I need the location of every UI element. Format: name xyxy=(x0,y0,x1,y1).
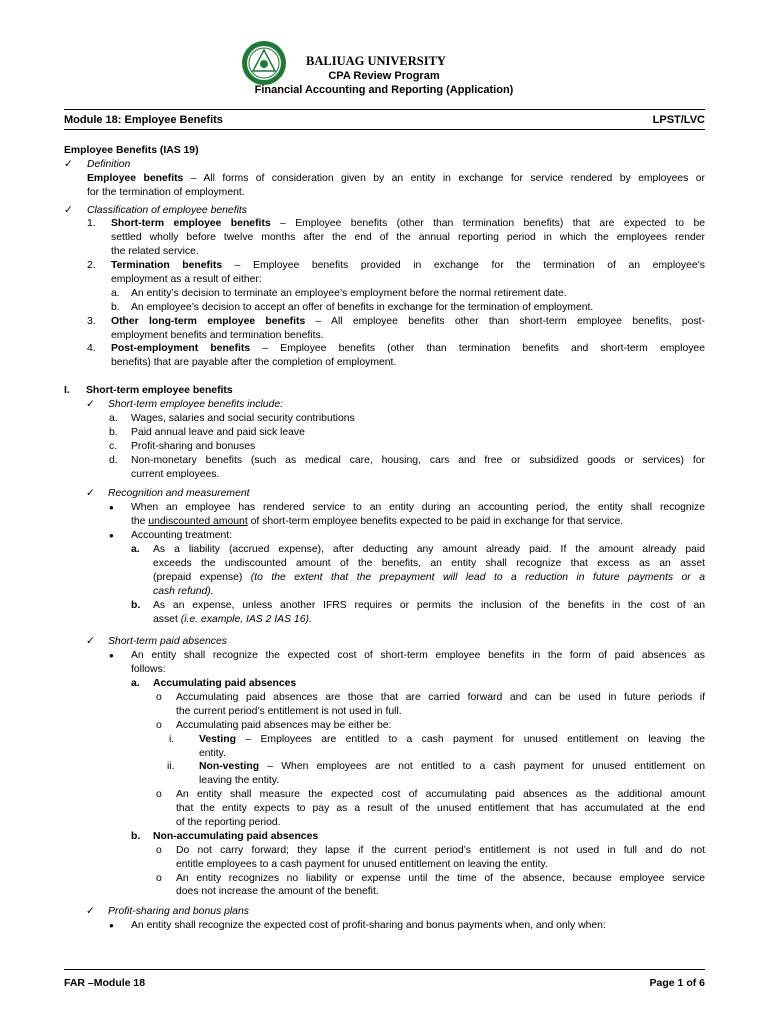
accumulating-o2: o Accumulating paid absences may be either be: xyxy=(156,719,392,731)
recognition-bullet: ● When an employee has rendered service to an entity during an accounting period, the entity shall recognize xyxy=(109,502,705,514)
include-b: b. Paid annual leave and paid sick leave xyxy=(109,426,305,438)
page-content xyxy=(64,144,705,933)
section-title: Employee Benefits (IAS 19) xyxy=(64,145,199,156)
course-name: Financial Accounting and Reporting (Application) xyxy=(254,84,514,96)
checkmark-icon: ✓ xyxy=(86,488,95,500)
include-d-line2: current employees. xyxy=(131,468,220,480)
accumulating-o1-line2: the current period’s entitlement is not used in full. xyxy=(176,705,402,717)
vesting-item: i. Vesting – Employees are entitled to a cash payment for unused entitlement on leaving the xyxy=(169,733,705,745)
class-item-2: 2. Termination benefits – Employee benefits provided in exchange for the termination of an employee’s xyxy=(87,260,705,272)
checkmark-icon: ✓ xyxy=(64,158,73,170)
recognition-heading: ✓ Recognition and measurement xyxy=(86,488,250,500)
accumulating-o3-line3: of the reporting period. xyxy=(176,816,281,828)
class-item-3-line2: employment benefits and termination benefits. xyxy=(111,329,324,341)
checkmark-icon: ✓ xyxy=(86,906,95,918)
treatment-a-line4: cash refund). xyxy=(153,585,214,597)
non-accumulating-o2-line2: does not increase the amount of the benefit. xyxy=(176,886,379,898)
class-item-1: 1. Short-term employee benefits – Employee benefits (other than termination benefits) that are expected to be xyxy=(87,218,705,230)
non-accumulating-o2: o An entity recognizes no liability or expense until the time of the absence, because employee service xyxy=(156,872,705,884)
checkmark-icon: ✓ xyxy=(86,399,95,411)
definition-text-end: for the termination of employment. xyxy=(87,186,245,198)
class-item-2a: a. An entity’s decision to terminate an employee’s employment before the normal retirement date. xyxy=(111,287,567,299)
absence-bullet: ● An entity shall recognize the expected cost of short-term employee benefits in the form of paid absences as xyxy=(109,650,705,662)
definition-heading: ✓ Definition xyxy=(64,158,131,170)
module-code: LPST/LVC xyxy=(652,114,705,126)
non-accumulating-o1-line2: entitle employees to a cash payment for unused entitlement on leaving the entity. xyxy=(176,858,548,870)
treatment-a-line2: exceeds the undiscounted amount of the benefits, an entity shall recognize that excess as an asset xyxy=(153,557,705,569)
vesting-item-line2: entity. xyxy=(199,747,226,759)
include-d: d. Non-monetary benefits (such as medical care, housing, cars and free or subsidized goods or services) for xyxy=(109,454,705,466)
class-item-2-line2: employment as a result of either: xyxy=(111,274,262,286)
page-number: Page 1 of 6 xyxy=(649,977,705,989)
paid-absences-heading: ✓ Short-term paid absences xyxy=(86,636,227,648)
treatment-b: b. As an expense, unless another IFRS requires or permits the inclusion of the benefits in the cost of an xyxy=(131,599,705,611)
class-item-4-line2: benefits) that are payable after the completion of employment. xyxy=(111,357,397,369)
profit-sharing-heading: ✓ Profit-sharing and bonus plans xyxy=(86,906,249,918)
include-a: a. Wages, salaries and social security contributions xyxy=(109,413,355,425)
module-rule xyxy=(64,129,705,130)
accumulating-o3: o An entity shall measure the expected cost of accumulating paid absences as the additional amount xyxy=(156,789,705,801)
absence-bullet-line2: follows: xyxy=(131,664,166,676)
definition-text: Employee benefits – All forms of consideration given by an entity in exchange for service rendered by employees or xyxy=(87,172,705,184)
class-item-1-line2: settled wholly before twelve months after the end of the annual reporting period in which the employees render xyxy=(111,232,705,244)
class-item-2b: b. An employee’s decision to accept an offer of benefits in exchange for the termination of employment. xyxy=(111,301,594,313)
checkmark-icon: ✓ xyxy=(86,636,95,648)
program-name: CPA Review Program xyxy=(328,70,440,82)
treatment-a-line3: (prepaid expense) (to the extent that the prepayment will lead to a reduction in future payments or a xyxy=(153,571,705,583)
checkmark-icon: ✓ xyxy=(64,204,73,216)
recognition-bullet-line2: the undiscounted amount of short-term employee benefits expected to be paid in exchange for that service. xyxy=(131,516,624,528)
class-item-1-line3: the related service. xyxy=(111,246,199,258)
include-c: c. Profit-sharing and bonuses xyxy=(109,440,256,452)
university-name: BALIUAG UNIVERSITY xyxy=(306,54,446,68)
class-item-3: 3. Other long-term employee benefits – All employee benefits other than short-term employee benefits, post- xyxy=(87,315,706,327)
accumulating-o3-line2: that the entity expects to pay as a result of the unused entitlement that has accumulated at the end xyxy=(176,803,705,815)
accumulating-title: a. Accumulating paid absences xyxy=(131,678,297,690)
profit-sharing-bullet: ● An entity shall recognize the expected cost of profit-sharing and bonus payments when, and only when: xyxy=(109,920,606,932)
non-vesting-item: ii. Non-vesting – When employees are not entitled to a cash payment for unused entitlement on xyxy=(167,761,705,773)
non-accumulating-o1: o Do not carry forward; they lapse if the current period’s entitlement is not used in full and do not xyxy=(156,844,705,856)
accumulating-o1: o Accumulating paid absences are those that are carried forward and can be used in future periods if xyxy=(156,691,705,703)
section-1-title: I. Short-term employee benefits xyxy=(64,385,233,397)
module-title: Module 18: Employee Benefits xyxy=(64,114,223,126)
include-heading: ✓ Short-term employee benefits include: xyxy=(86,399,283,411)
classification-heading: ✓ Classification of employee benefits xyxy=(64,204,247,216)
page-footer xyxy=(64,977,705,991)
non-accumulating-title: b. Non-accumulating paid absences xyxy=(131,830,319,842)
class-item-4: 4. Post-employment benefits – Employee benefits (other than termination benefits and short-term employee xyxy=(87,343,705,355)
accounting-treatment-bullet: ● Accounting treatment: xyxy=(109,530,233,542)
treatment-a: a. As a liability (accrued expense), after deducting any amount already paid. If the amount already paid xyxy=(131,544,705,556)
header-rule xyxy=(64,109,705,110)
module-line xyxy=(64,114,705,128)
footer-rule xyxy=(64,969,705,970)
footer-module: FAR –Module 18 xyxy=(64,977,146,989)
non-vesting-item-line2: leaving the entity. xyxy=(199,775,280,787)
treatment-b-line2: asset (i.e. example, IAS 2 IAS 16). xyxy=(153,613,312,625)
